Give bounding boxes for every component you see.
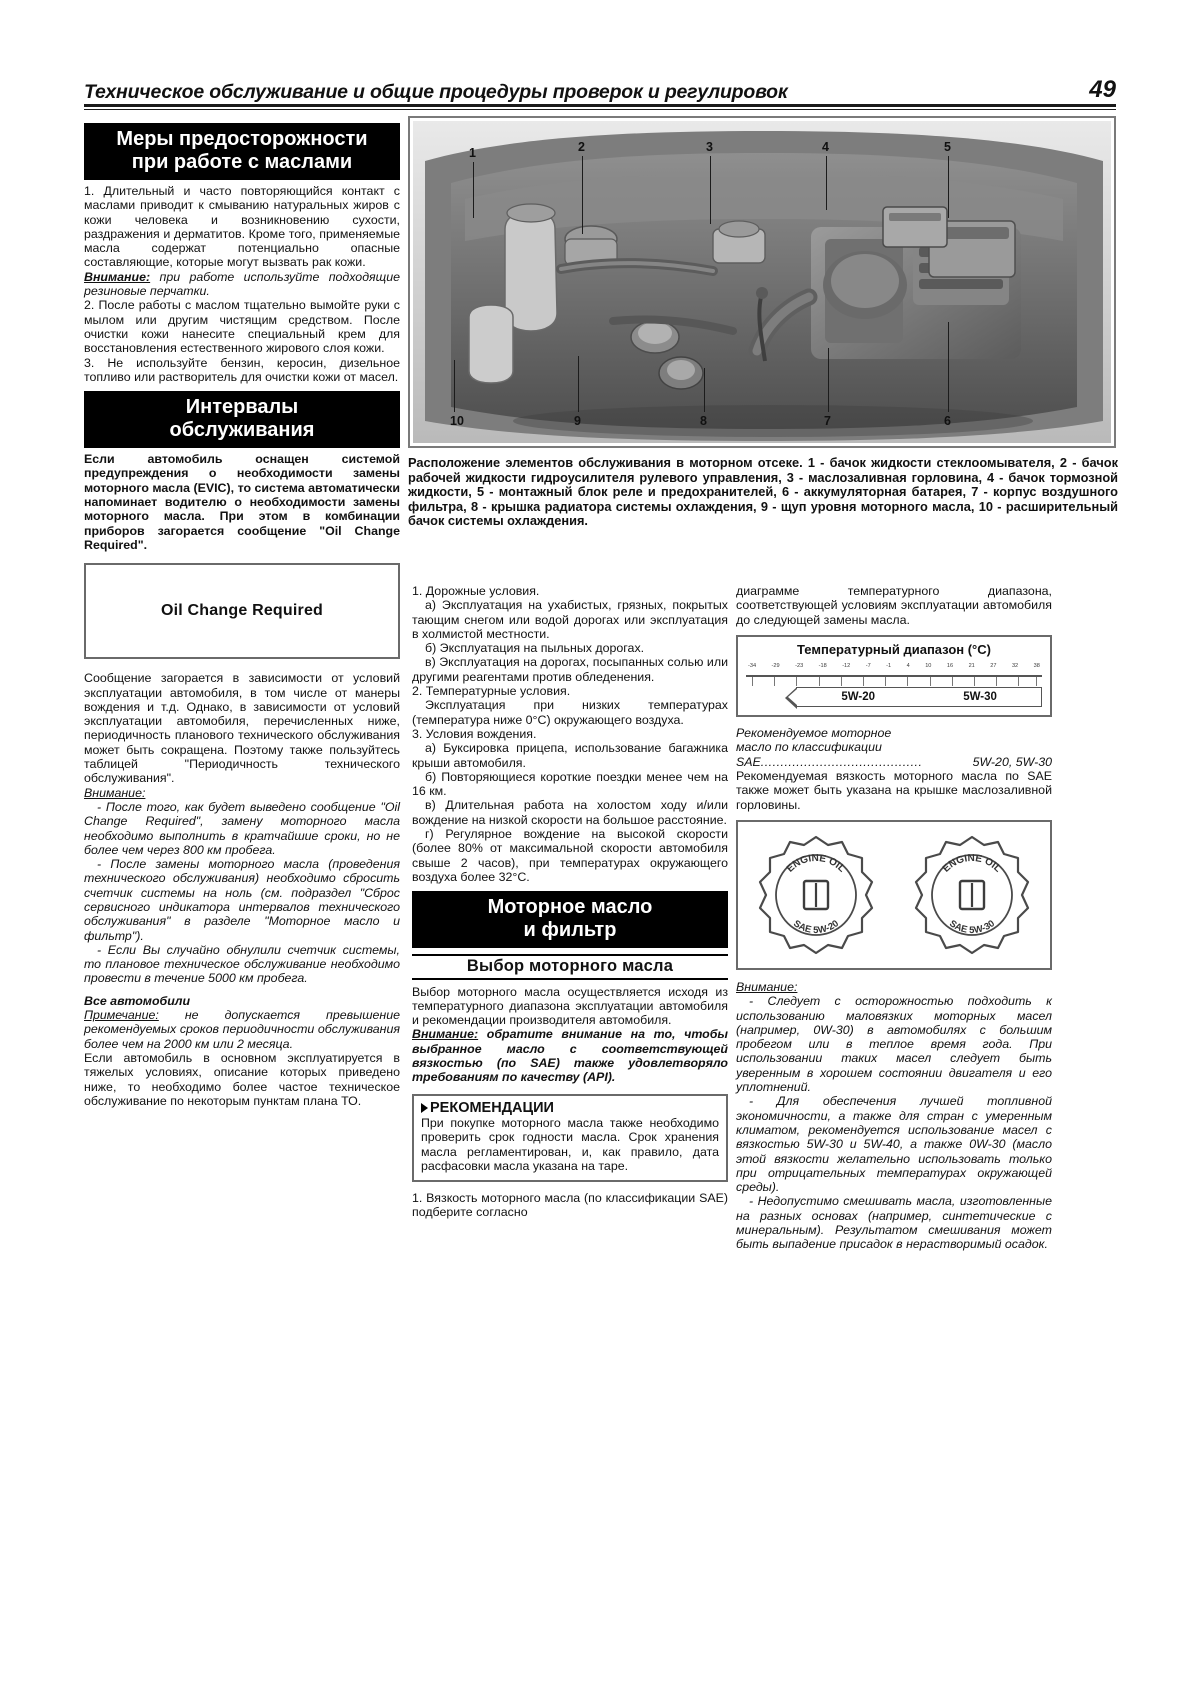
banner-intervals-line-2: обслуживания bbox=[169, 419, 315, 442]
banner-oil-line-2: и фильтр bbox=[523, 919, 617, 942]
engine-bay-image bbox=[413, 121, 1111, 443]
item-road-v: в) Эксплуатация на дорогах, посыпанных солью или другими реагентами против обледенения. bbox=[412, 655, 728, 684]
item-driving-v: в) Длительная работа на холостом ходу и/или вождение на низкой скорости на большое расстояние. bbox=[412, 798, 728, 827]
page-header bbox=[84, 58, 1116, 104]
tick-label: -18 bbox=[818, 663, 827, 670]
tick-mark bbox=[907, 677, 908, 686]
oil-cap-5w20-svg bbox=[754, 833, 878, 957]
header-rule-thin bbox=[84, 109, 1116, 110]
recommendations-heading-text: РЕКОМЕНДАЦИИ bbox=[430, 1099, 554, 1116]
subheading-oil-choice: Выбор моторного масла bbox=[412, 954, 728, 979]
callout-6: 6 bbox=[944, 414, 951, 428]
leader-5 bbox=[948, 156, 949, 218]
tick-mark bbox=[974, 677, 975, 686]
oil-change-required-box bbox=[84, 563, 400, 659]
paragraph-evic: Если автомобиль оснащен системой предупреждения о необходимости замены моторного масла (EVIC), то система автоматически напоминает водителю о необходимости замены моторного масла. При этом в комбинации приборов загорается сообщение "Oil Change Required". bbox=[84, 452, 400, 552]
tick-label: 38 bbox=[1033, 663, 1040, 670]
item-driving-b: б) Повторяющиеся короткие поездки менее чем на 16 км. bbox=[412, 769, 728, 799]
callout-8: 8 bbox=[700, 414, 707, 428]
attention-label-right: Внимание: bbox=[736, 979, 798, 994]
oil-cap-5w30-icon bbox=[910, 833, 1034, 957]
sae-rec-rest: Рекомендуемая вязкость моторного масла по SAE также может быть указана на крышке маслозаливной горловины. bbox=[736, 769, 1052, 812]
recommendations-heading bbox=[421, 1101, 719, 1115]
leader-4 bbox=[826, 156, 827, 210]
oil-change-required-text: Oil Change Required bbox=[160, 602, 324, 620]
tick-label: -23 bbox=[795, 663, 804, 670]
banner-oil-line-1: Моторное масло bbox=[487, 896, 653, 919]
sae-label: SAE bbox=[736, 754, 761, 769]
page-number: 49 bbox=[1089, 76, 1116, 103]
tick-mark bbox=[752, 677, 753, 686]
viscosity-label-5w30: 5W-30 bbox=[963, 691, 997, 704]
attention-label-1: Внимание: bbox=[84, 269, 151, 284]
tick-label: 10 bbox=[925, 663, 932, 670]
tick-mark bbox=[796, 677, 797, 686]
section-banner-oil-precautions bbox=[84, 123, 400, 180]
callout-9: 9 bbox=[574, 414, 581, 428]
tick-mark bbox=[1018, 677, 1019, 686]
item-temp-text: Эксплуатация при низких температурах (температура ниже 0°C) окружающего воздуха. bbox=[412, 698, 728, 727]
sae-value: 5W-20, 5W-30 bbox=[972, 754, 1052, 769]
item-driving-g: г) Регулярное вождение на высокой скорости (более 80% от максимальной скорости автомобиля свыше 2 часов), при температурах окружающего воздуха более 32°C. bbox=[412, 827, 728, 884]
svg-text:SAE 5W-20: SAE 5W-20 bbox=[791, 918, 841, 937]
viscosity-band-row bbox=[746, 687, 1042, 709]
tick-mark bbox=[1036, 677, 1037, 686]
oil-cap-5w20-icon bbox=[754, 833, 878, 957]
subheading-all-vehicles: Все автомобили bbox=[84, 993, 191, 1008]
viscosity-label-5w20: 5W-20 bbox=[841, 691, 876, 704]
attention-bullet-2: - После замены моторного масла (проведения технического обслуживания) необходимо сбросить счетчик системы на ноль (см. подраздел "Сброс сервисного индикатора интервалов технического обслуживания" в разделе "Моторное масло и фильтр"). bbox=[84, 857, 400, 943]
sae-dot-leader: ......................................... bbox=[760, 754, 923, 769]
right-attention-bullet-2: - Для обеспечения лучшей топливной экономичности, а также для стран с умеренным климатом, рекомендуется использование масел с вязкостью 5W-30 и 5W-40, а также 0W-30 (масло этой вязкости желательно использовать только при отрицательных температурах окружающей среды). bbox=[736, 1094, 1052, 1195]
page-title: Техническое обслуживание и общие процедуры проверок и регулировок bbox=[84, 81, 788, 103]
paragraph-oil-contact: 1. Длительный и часто повторяющийся контакт с маслами приводит к смыванию натуральных жиров с кожи человека и возникновению сухости, раздражения и дерматитов. Кроме того, применяемые масла содержат потенциально опасные составляющие, которые могут вызвать рак кожи. bbox=[84, 184, 400, 270]
temperature-scale bbox=[746, 659, 1042, 705]
leader-2 bbox=[582, 156, 583, 234]
viscosity-band bbox=[796, 687, 1042, 707]
oil-filler-caps-box bbox=[736, 820, 1052, 970]
callout-1: 1 bbox=[469, 146, 476, 160]
middle-column bbox=[412, 584, 728, 1220]
sae-rec-line-2: масло по классификации bbox=[736, 740, 882, 755]
paragraph-message-conditions: Сообщение загорается в зависимости от условий эксплуатации автомобиля, в том числе от манеры вождения и т.д. Однако, в зависимости от условий эксплуатации автомобиля, перечисленных ниже, периодичность планового технического обслуживания может быть сокращена. Поэтому также пользуйтесь таблицей "Периодичность технического обслуживания". bbox=[84, 671, 400, 786]
tick-label: -12 bbox=[842, 663, 851, 670]
leader-10 bbox=[454, 360, 455, 412]
tick-mark bbox=[841, 677, 842, 686]
item-driving-conditions-head: 3. Условия вождения. bbox=[412, 726, 537, 741]
header-rule-thick bbox=[84, 104, 1116, 107]
item-road-b: б) Эксплуатация на пыльных дорогах. bbox=[425, 641, 645, 656]
svg-text:ENGINE OIL: ENGINE OIL bbox=[940, 852, 1004, 875]
tick-label: 4 bbox=[906, 663, 910, 670]
recommendations-box bbox=[412, 1094, 728, 1182]
tick-label: -34 bbox=[748, 663, 757, 670]
right-attention-bullet-1: - Следует с осторожностью подходить к использованию маловязких моторных масел (например, 0W-30) в автомобилях с большим пробегом или в теплое время года. При использовании таких масел следует быть уверенным в хорошем состоянии двигателя и его уплотнений. bbox=[736, 994, 1052, 1095]
svg-text:SAE 5W-30: SAE 5W-30 bbox=[947, 918, 997, 937]
section-banner-engine-oil-filter bbox=[412, 891, 728, 948]
attention-label-mid: Внимание: bbox=[412, 1027, 479, 1042]
tick-label: -1 bbox=[886, 663, 892, 670]
tick-mark bbox=[952, 677, 953, 686]
sae-rec-line-1: Рекомендуемое моторное bbox=[736, 726, 892, 741]
paragraph-diagram-ref: диаграмме температурного диапазона, соответствующей условиям эксплуатации автомобиля до следующей замены масла. bbox=[736, 584, 1052, 627]
tick-label: 21 bbox=[968, 663, 975, 670]
engine-bay-photo bbox=[408, 116, 1116, 448]
svg-text:ENGINE OIL: ENGINE OIL bbox=[784, 852, 848, 875]
temperature-diagram-title: Температурный диапазон (°C) bbox=[797, 641, 991, 657]
tick-label: -7 bbox=[865, 663, 871, 670]
tick-label: 16 bbox=[946, 663, 954, 670]
tick-label: 27 bbox=[990, 663, 997, 670]
temperature-tick-labels bbox=[746, 659, 1042, 673]
banner-line-2: при работе с маслами bbox=[131, 151, 353, 173]
callout-2: 2 bbox=[578, 140, 585, 154]
item-driving-a: а) Буксировка прицепа, использование багажника крыши автомобиля. bbox=[412, 741, 728, 770]
paragraph-viscosity-item-1: 1. Вязкость моторного масла (по классификации SAE) подберите согласно bbox=[412, 1191, 728, 1220]
paragraph-wash-hands: 2. После работы с маслом тщательно вымойте руки с мылом или другим чистящим средством. После очистки кожи нанесите специальный крем для восстановления естественного жирового слоя кожи. bbox=[84, 298, 400, 356]
recommendations-text: При покупке моторного масла также необходимо проверить срок годности масла. Срок хранения масла регламентирован, и, как правило, дата расфасовки масла указана на таре. bbox=[421, 1115, 719, 1173]
leader-6 bbox=[948, 322, 949, 412]
item-temp-conditions-head: 2. Температурные условия. bbox=[412, 684, 571, 699]
right-column bbox=[736, 584, 1052, 1252]
callout-5: 5 bbox=[944, 140, 951, 154]
callout-3: 3 bbox=[706, 140, 713, 154]
sae-rec-value-row bbox=[736, 755, 1052, 769]
tick-mark bbox=[885, 677, 886, 686]
paragraph-no-solvents: 3. Не используйте бензин, керосин, дизельное топливо или растворитель для очистки кожи от масел. bbox=[84, 355, 400, 384]
item-road-a: а) Эксплуатация на ухабистых, грязных, покрытых тающим снегом или водой дорогах или эксплуатация в холмистой местности. bbox=[412, 598, 728, 641]
leader-9 bbox=[578, 356, 579, 412]
attention-label-2: Внимание: bbox=[84, 785, 146, 800]
temperature-ticks bbox=[746, 677, 1042, 686]
attention-text-1: при работе используйте подходящие резиновые перчатки. bbox=[84, 269, 400, 299]
note-text-3: не допускается превышение рекомендуемых сроков периодичности обслуживания более чем на 2000 км или 2 месяца. bbox=[84, 1008, 400, 1051]
paragraph-severe-conditions: Если автомобиль в основном эксплуатируется в тяжелых условиях, описание которых приведено ниже, то необходимо более частое техническое обслуживание по некоторым пунктам плана ТО. bbox=[84, 1050, 400, 1108]
temperature-range-diagram bbox=[736, 635, 1052, 717]
triangle-icon bbox=[421, 1103, 428, 1113]
leader-1 bbox=[473, 162, 474, 218]
item-road-conditions-head: 1. Дорожные условия. bbox=[412, 584, 540, 598]
callout-10: 10 bbox=[450, 414, 464, 428]
oil-cap-5w30-svg bbox=[910, 833, 1034, 957]
engine-bay-illustration bbox=[413, 121, 1111, 443]
callout-4: 4 bbox=[822, 140, 829, 154]
tick-label: 32 bbox=[1011, 663, 1019, 670]
banner-intervals-line-1: Интервалы bbox=[185, 396, 299, 419]
left-column bbox=[84, 116, 400, 1108]
leader-3 bbox=[710, 156, 711, 224]
section-banner-service-intervals bbox=[84, 391, 400, 448]
tick-label: -29 bbox=[771, 663, 780, 670]
tick-mark bbox=[819, 677, 820, 686]
banner-line-1: Меры предосторожности bbox=[116, 128, 368, 150]
attention-bullet-1: - После того, как будет выведено сообщение "Oil Change Required", замену моторного масла необходимо выполнить в кратчайшие сроки, но не более чем через 800 км пробега. bbox=[84, 799, 400, 857]
right-attention-bullet-3: - Недопустимо смешивать масла, изготовленные на разных основах (например, синтетические с минеральным). Результатом смешивания может быть выпадение присадок в нерастворимый осадок. bbox=[736, 1194, 1052, 1252]
tick-mark bbox=[774, 677, 775, 686]
callout-7: 7 bbox=[824, 414, 831, 428]
attention-bullet-3: - Если Вы случайно обнулили счетчик системы, то плановое техническое обслуживание необходимо провести в течение 5000 км пробега. bbox=[84, 942, 400, 986]
photo-caption: Расположение элементов обслуживания в моторном отсеке. 1 - бачок жидкости стеклоомывателя, 2 - бачок рабочей жидкости гидроусилителя рулевого управления, 3 - маслозаливная горловина, 4 - бачок тормозной жидкости, 5 - монтажный блок реле и предохранителей, 6 - аккумуляторная батарея, 7 - корпус воздушного фильтра, 8 - крышка радиатора системы охлаждения, 9 - щуп уровня моторного масла, 10 - расширительный бачок системы охлаждения. bbox=[408, 455, 1118, 529]
attention-text-mid: обратите внимание на то, чтобы выбранное масло с соответствующей вязкостью (по SAE) также удовлетворяло требованиям по качеству (API). bbox=[412, 1027, 728, 1085]
paragraph-oil-choice: Выбор моторного масла осуществляется исходя из температурного диапазона эксплуатации автомобиля и рекомендации производителя автомобиля. bbox=[412, 984, 728, 1028]
leader-7 bbox=[828, 348, 829, 412]
tick-mark bbox=[863, 677, 864, 686]
tick-mark bbox=[996, 677, 997, 686]
note-label-3: Примечание: bbox=[84, 1008, 159, 1023]
tick-mark bbox=[930, 677, 931, 686]
leader-8 bbox=[704, 368, 705, 412]
